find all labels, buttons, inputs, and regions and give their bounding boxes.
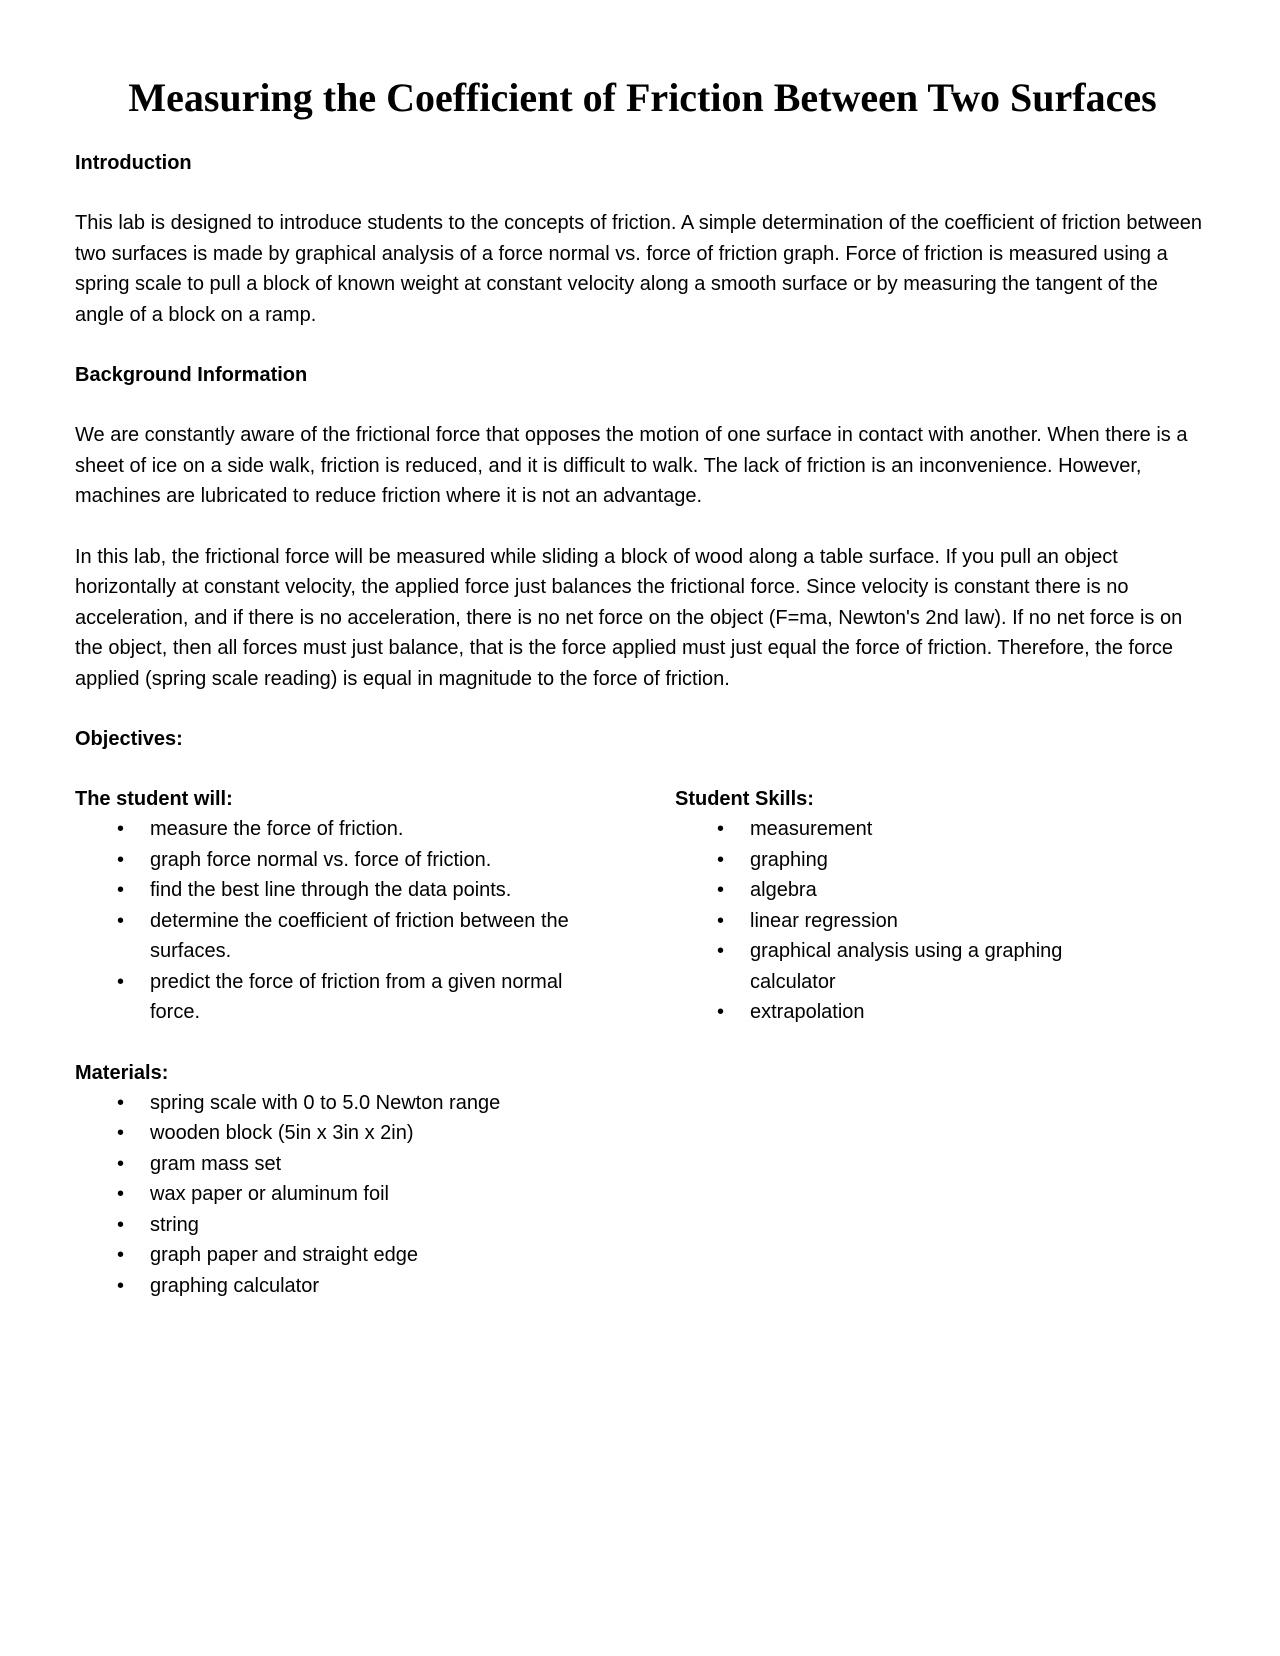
- bullet-icon: •: [117, 1244, 125, 1266]
- list-item: [75, 1179, 1210, 1210]
- student-will-heading: The student will:: [75, 788, 233, 810]
- list-item: [75, 814, 570, 845]
- list-item: [75, 967, 570, 1028]
- list-item-text: find the best line through the data points.: [150, 879, 512, 901]
- list-item-text: graphing calculator: [150, 1274, 319, 1297]
- list-item: [675, 906, 1110, 937]
- document-page: [75, 70, 1210, 1301]
- student-skills-column: [675, 784, 1195, 1028]
- bullet-icon: •: [717, 879, 725, 901]
- bullet-icon: •: [717, 848, 725, 871]
- list-item-text: wax paper or aluminum foil: [150, 1183, 389, 1205]
- bullet-icon: •: [117, 909, 125, 932]
- list-item-text: graphical analysis using a graphing calculator: [750, 940, 1063, 993]
- spacer: [75, 330, 1210, 360]
- bullet-icon: •: [117, 848, 125, 871]
- introduction-text: This lab is designed to introduce students to the concepts of friction. A simple determination of the coefficient of friction between two surfaces is made by graphical analysis of a force normal vs. force of friction graph. Force of friction is measured using a spring scale to pull a block of known weight at constant velocity along a smooth surface or by measuring the tangent of the angle of a block on a ramp.: [75, 212, 1202, 326]
- list-item-text: graph paper and straight edge: [150, 1244, 418, 1266]
- background-paragraph-1: We are constantly aware of the frictional force that opposes the motion of one surface in contact with another. When there is a sheet of ice on a side walk, friction is reduced, and it is difficult to walk. The lack of friction is an inconvenience. However, machines are lubricated to reduce friction where it is not an advantage.: [75, 424, 1188, 507]
- list-item-text: gram mass set: [150, 1152, 282, 1175]
- bullet-icon: •: [117, 1122, 125, 1144]
- student-will-list: [75, 814, 675, 1028]
- list-item: [75, 1240, 1210, 1271]
- student-skills-list: [675, 814, 1195, 1028]
- list-item: [675, 814, 1110, 845]
- bullet-icon: •: [717, 940, 725, 962]
- document-title: Measuring the Coefficient of Friction Between Two Surfaces: [128, 75, 1157, 120]
- list-item-text: measurement: [750, 818, 873, 840]
- list-item: [75, 1149, 1210, 1180]
- materials-heading: Materials:: [75, 1061, 169, 1084]
- list-item-text: graphing: [750, 848, 828, 871]
- bullet-icon: •: [717, 909, 725, 932]
- list-item-text: extrapolation: [750, 1001, 865, 1023]
- bullet-icon: •: [117, 970, 125, 993]
- list-item: [75, 906, 570, 967]
- list-item-text: wooden block (5in x 3in x 2in): [150, 1122, 414, 1144]
- list-item-text: measure the force of friction.: [150, 818, 404, 840]
- bullet-icon: •: [117, 818, 125, 840]
- list-item: [675, 875, 1110, 906]
- list-item-text: predict the force of friction from a given normal force.: [150, 970, 563, 1023]
- spacer: [75, 390, 1210, 420]
- bullet-icon: •: [117, 1091, 125, 1114]
- student-skills-heading: Student Skills:: [675, 788, 814, 810]
- list-item-text: algebra: [750, 879, 817, 901]
- list-item: [675, 845, 1110, 876]
- list-item: [75, 1210, 1210, 1241]
- bullet-icon: •: [117, 1183, 125, 1205]
- list-item-text: spring scale with 0 to 5.0 Newton range: [150, 1091, 501, 1114]
- background-paragraph-2: In this lab, the frictional force will be measured while sliding a block of wood along a table surface. If you pull an object horizontally at constant velocity, the applied force just balances the frictional force. Since velocity is constant there is no acceleration, and if there is no acceleration, there is no net force on the object (F=ma, Newton's 2nd law). If no net force is on the object, then all forces must just balance, that is the force applied must just equal the force of friction. Therefore, the force applied (spring scale reading) is equal in magnitude to the force of friction.: [75, 545, 1183, 690]
- bullet-icon: •: [117, 1213, 125, 1236]
- list-item-text: linear regression: [750, 909, 898, 932]
- objectives-heading: Objectives:: [75, 728, 183, 750]
- spacer: [75, 694, 1210, 724]
- list-item-text: graph force normal vs. force of friction.: [150, 848, 492, 871]
- bullet-icon: •: [117, 1274, 125, 1297]
- list-item-text: string: [150, 1213, 199, 1236]
- spacer: [75, 178, 1210, 208]
- list-item: [75, 1271, 1210, 1302]
- bullet-icon: •: [717, 1001, 725, 1023]
- list-item: [75, 1088, 1210, 1119]
- student-will-column: [75, 784, 675, 1028]
- background-heading: Background Information: [75, 364, 308, 386]
- list-item: [75, 875, 570, 906]
- introduction-heading: Introduction: [75, 152, 192, 174]
- bullet-icon: •: [717, 818, 725, 840]
- list-item: [75, 845, 570, 876]
- spacer: [75, 1028, 1210, 1058]
- spacer: [75, 754, 1210, 784]
- spacer: [75, 512, 1210, 542]
- bullet-icon: •: [117, 879, 125, 901]
- list-item: [675, 936, 1110, 997]
- objectives-columns: [75, 784, 1210, 1028]
- list-item-text: determine the coefficient of friction between the surfaces.: [150, 909, 569, 962]
- list-item: [675, 997, 1110, 1028]
- bullet-icon: •: [117, 1152, 125, 1175]
- materials-list: [75, 1088, 1210, 1302]
- list-item: [75, 1118, 1210, 1149]
